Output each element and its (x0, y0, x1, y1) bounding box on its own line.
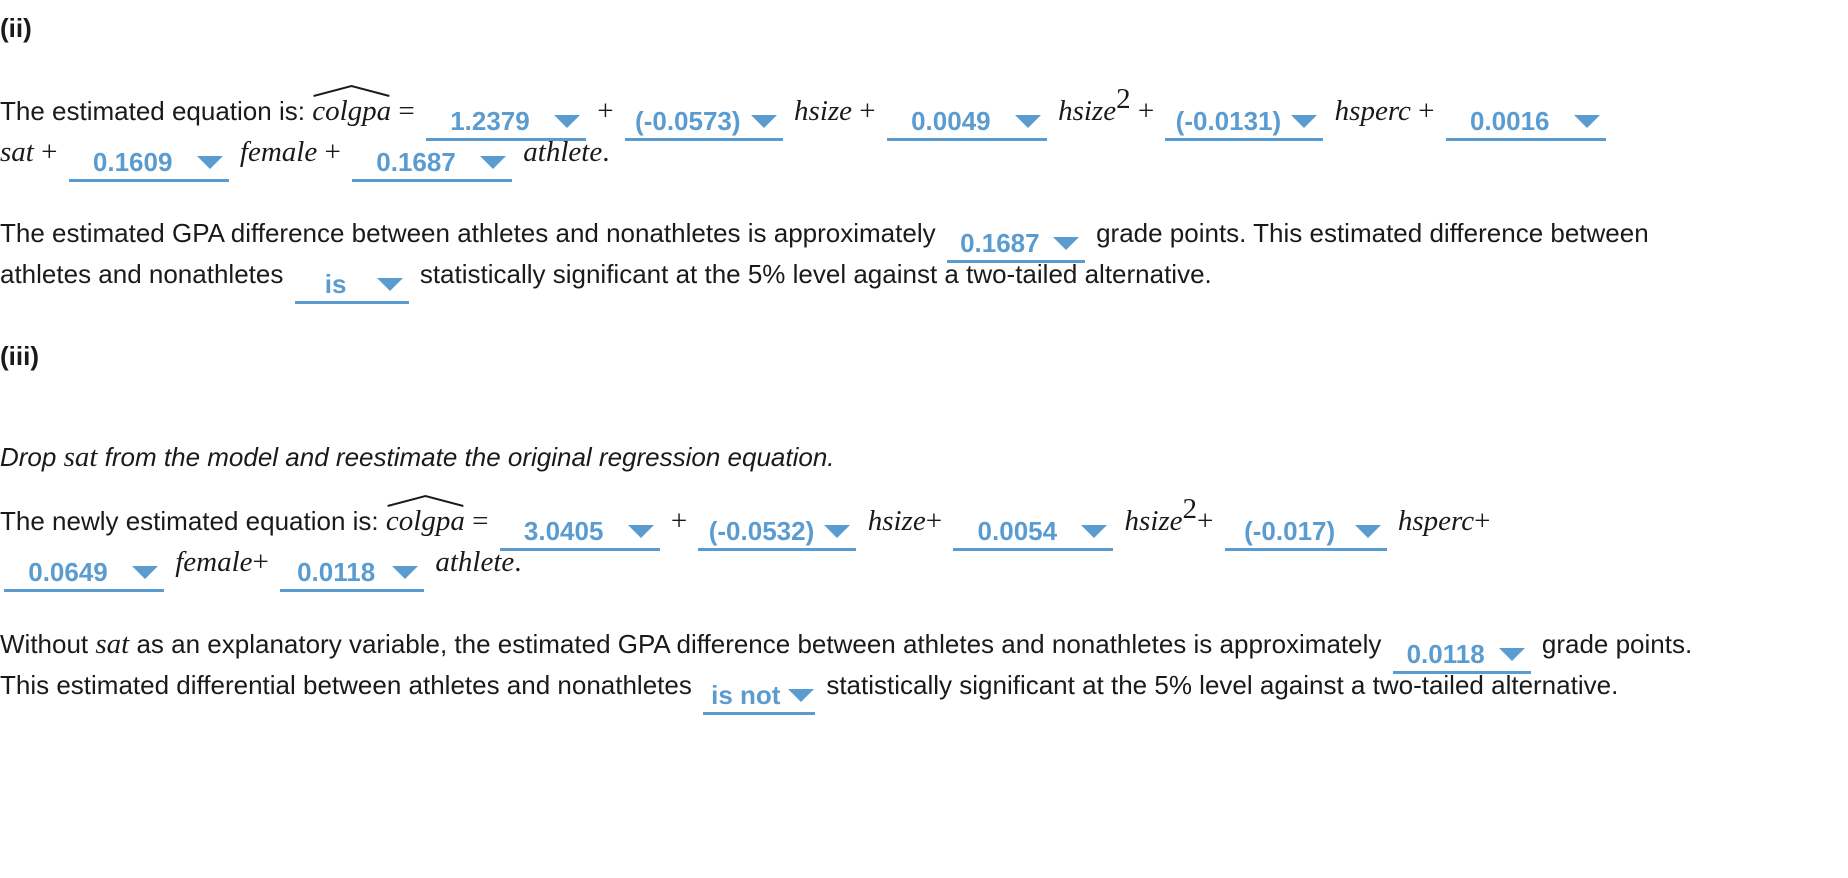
caret-down-icon (824, 525, 850, 538)
dropdown-intercept[interactable]: 1.2379 (426, 105, 586, 141)
caret-down-icon (751, 115, 777, 128)
caret-down-icon (1574, 115, 1600, 128)
caret-down-icon (392, 566, 418, 579)
colgpa-hat: colgpa (312, 91, 391, 131)
dropdown-athlete-coef-new[interactable]: 0.0118 (280, 556, 424, 592)
dropdown-hsize-coef[interactable]: (-0.0573) (625, 105, 783, 141)
equation-prefix: The estimated equation is: (0, 96, 305, 126)
equation-line-1-ii: The estimated equation is: colgpa = 1.2379 + (-0.0573) hsize + 0.0049 hsize$^2$ + (-0.0131) hsperc + 0.0016 (0, 91, 1610, 141)
equation-line-1-iii: The newly estimated equation is: colgpa = 3.0405 + (-0.0532) hsize+ 0.0054 hsize$^2$+ (-0.017) hsperc+ (0, 501, 1490, 551)
caret-down-icon (1499, 648, 1525, 661)
dropdown-difference-new[interactable]: 0.0118 (1393, 638, 1531, 674)
caret-down-icon (1291, 115, 1317, 128)
difference-line-1-ii: The estimated GPA difference between athletes and nonathletes is approximately 0.1687 grade points. This estimated difference between (0, 213, 1649, 263)
caret-down-icon (1053, 237, 1079, 250)
caret-down-icon (788, 689, 814, 702)
difference-line-1-iii: Without sat as an explanatory variable, the estimated GPA difference between athletes and nonathletes is approximately 0.0118 grade points. (0, 624, 1692, 674)
dropdown-difference[interactable]: 0.1687 (947, 227, 1085, 263)
dropdown-sat-coef[interactable]: 0.0016 (1446, 105, 1606, 141)
caret-down-icon (628, 525, 654, 538)
dropdown-significance-new[interactable]: is not (703, 679, 815, 715)
section-heading-iii: (iii) (0, 341, 39, 371)
dropdown-hsize-sq-coef[interactable]: 0.0049 (887, 105, 1047, 141)
equation-line-2-iii: 0.0649 female+ 0.0118 athlete. (0, 542, 522, 592)
difference-line-2-iii: This estimated differential between athletes and nonathletes is not statistically significant at the 5% level against a two-tailed alternative. (0, 665, 1618, 715)
caret-down-icon (132, 566, 158, 579)
difference-line-2-ii: athletes and nonathletes is statistically significant at the 5% level against a two-tailed alternative. (0, 254, 1212, 304)
dropdown-athlete-coef[interactable]: 0.1687 (352, 146, 512, 182)
instruction-iii: Drop sat from the model and reestimate the original regression equation. (0, 441, 835, 473)
caret-down-icon (554, 115, 580, 128)
dropdown-female-coef[interactable]: 0.1609 (69, 146, 229, 182)
colgpa-hat: colgpa (386, 501, 465, 541)
caret-down-icon (480, 156, 506, 169)
dropdown-intercept-new[interactable]: 3.0405 (500, 515, 660, 551)
dropdown-hsperc-coef[interactable]: (-0.0131) (1165, 105, 1323, 141)
caret-down-icon (1355, 525, 1381, 538)
dropdown-hsize-sq-coef-new[interactable]: 0.0054 (953, 515, 1113, 551)
equation-line-2-ii: sat + 0.1609 female + 0.1687 athlete. (0, 132, 609, 182)
dropdown-significance[interactable]: is (295, 268, 409, 304)
section-heading-ii: (ii) (0, 13, 32, 43)
caret-down-icon (1081, 525, 1107, 538)
caret-down-icon (377, 278, 403, 291)
caret-down-icon (1015, 115, 1041, 128)
dropdown-hsize-coef-new[interactable]: (-0.0532) (698, 515, 856, 551)
dropdown-hsperc-coef-new[interactable]: (-0.017) (1225, 515, 1387, 551)
caret-down-icon (197, 156, 223, 169)
dropdown-female-coef-new[interactable]: 0.0649 (4, 556, 164, 592)
